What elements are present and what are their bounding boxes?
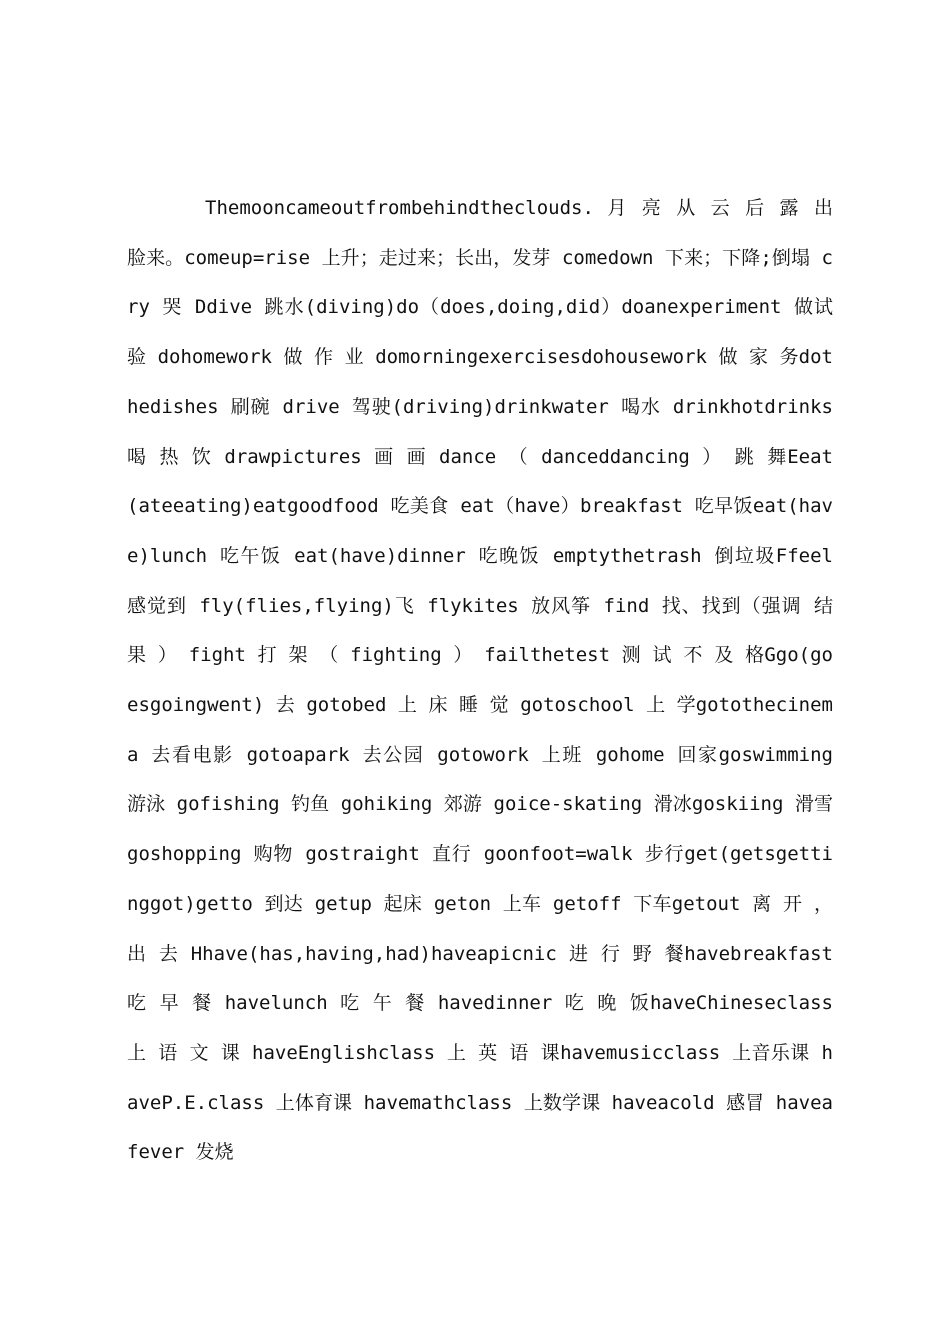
vocabulary-paragraph: Themooncameoutfrombehindtheclouds. 月 亮 从 云 后 露 出 脸来。comeup=rise 上升；走过来；长出，发芽 comedown 下来；下降;倒塌 cry 哭 Ddive 跳水(diving)do（does,doing,did）doanexperiment 做试验 dohomework 做 作 业 domorningexercisesdohousework 做 家 务dothedishes 刷碗 drive 驾驶(driving)drinkwater 喝水 drinkhotdrinks喝 热 饮 drawpictures 画 画 dance （ danceddancing ） 跳 舞Eeat(ateeating)eatgoodfood 吃美食 eat（have）breakfast 吃早饭eat(have)lunch 吃午饭 eat(have)dinner 吃晚饭 emptythetrash 倒垃圾Ffeel 感觉到 fly(flies,flying)飞 flykites 放风筝 find 找、找到（强调 结 果 ） fight 打 架 （ fighting ） failthetest 测 试 不 及 格Ggo(goesgoingwent) 去 gotobed 上 床 睡 觉 gotoschool 上 学gotothecinema 去看电影 gotoapark 去公园 gotowork 上班 gohome 回家goswimming 游泳 gofishing 钓鱼 gohiking 郊游 goice-skating 滑冰goskiing 滑雪 goshopping 购物 gostraight 直行 goonfoot=walk 步行get(getsgettinggot)getto 到达 getup 起床 geton 上车 getoff 下车getout 离 开 ， 出 去 Hhave(has,having,had)haveapicnic 进 行 野 餐havebreakfast 吃 早 餐 havelunch 吃 午 餐 havedinner 吃 晚 饭haveChineseclass 上 语 文 课 haveEnglishclass 上 英 语 课havemusicclass 上音乐课 haveP.E.class 上体育课 havemathclass 上数学课 haveacold 感冒 haveafever 发烧	[127, 197, 833, 1164]
